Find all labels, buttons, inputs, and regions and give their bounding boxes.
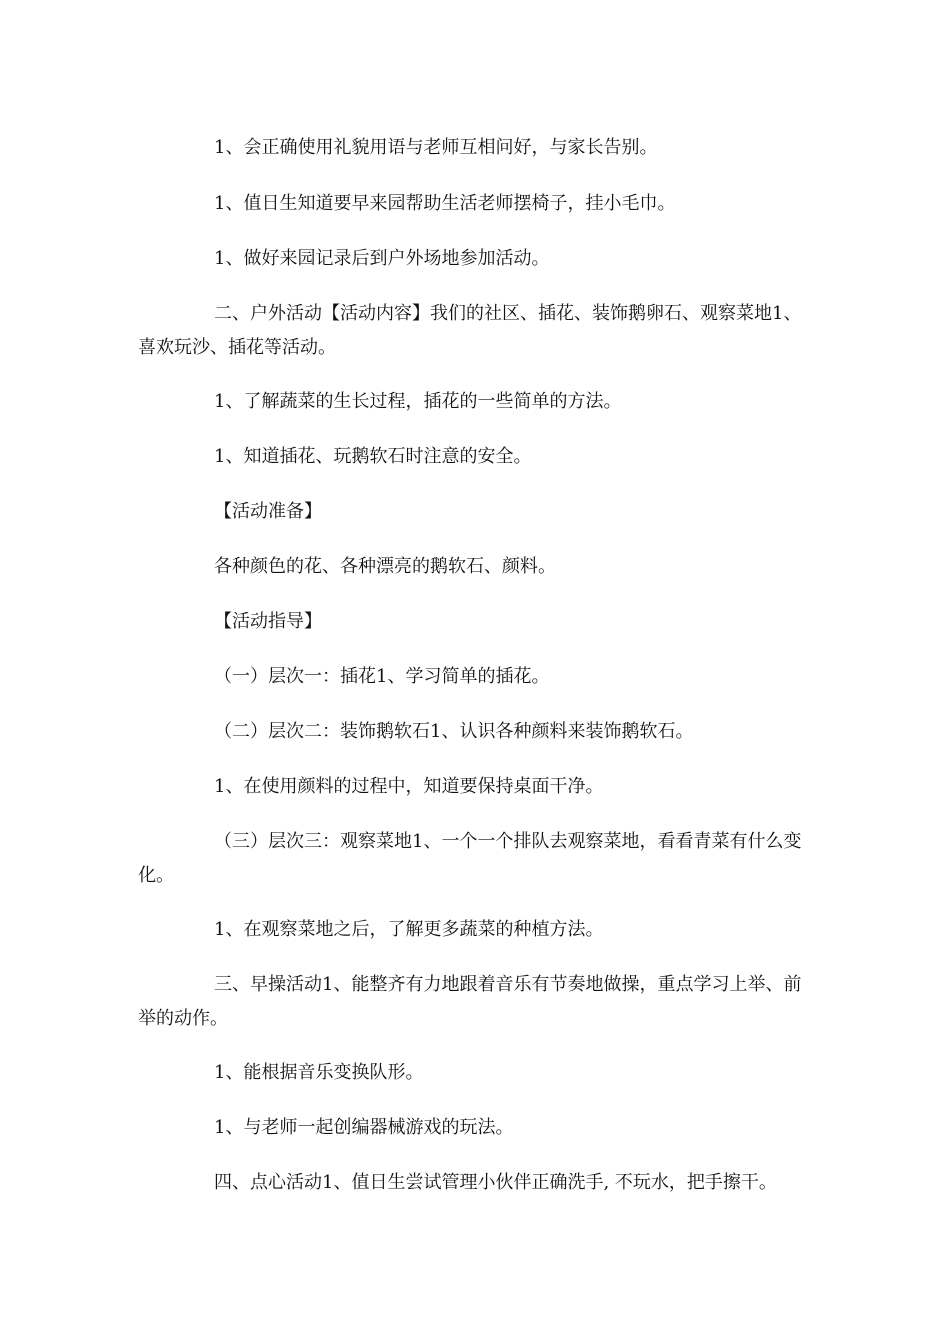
paragraph-3: 1、做好来园记录后到户外场地参加活动。	[214, 248, 550, 269]
paragraph-7: 各种颜色的花、各种漂亮的鹅软石、颜料。	[214, 556, 556, 577]
paragraph-1: 1、会正确使用礼貌用语与老师互相问好，与家长告别。	[214, 137, 658, 158]
paragraph-8: （一）层次一：插花1、学习简单的插花。	[214, 666, 550, 687]
paragraph-13: 三、早操活动1、能整齐有力地跟着音乐有节奏地做操，重点学习上举、前举的动作。	[138, 974, 802, 1029]
paragraph-16: 四、点心活动1、值日生尝试管理小伙伴正确洗手, 不玩水，把手擦干。	[214, 1172, 777, 1193]
section-heading-preparation: 【活动准备】	[214, 501, 322, 522]
section-heading-guidance: 【活动指导】	[214, 611, 322, 632]
paragraph-12: 1、在观察菜地之后，了解更多蔬菜的种植方法。	[214, 919, 604, 940]
paragraph-14: 1、能根据音乐变换队形。	[214, 1062, 424, 1083]
paragraph-4: 二、户外活动【活动内容】我们的社区、插花、装饰鹅卵石、观察菜地1、喜欢玩沙、插花等活动。	[138, 303, 802, 358]
paragraph-11: （三）层次三：观察菜地1、一个一个排队去观察菜地，看看青菜有什么变化。	[138, 831, 802, 886]
paragraph-5: 1、了解蔬菜的生长过程，插花的一些简单的方法。	[214, 391, 622, 412]
paragraph-9: （二）层次二：装饰鹅软石1、认识各种颜料来装饰鹅软石。	[214, 721, 694, 742]
paragraph-10: 1、在使用颜料的过程中，知道要保持桌面干净。	[214, 776, 604, 797]
paragraph-15: 1、与老师一起创编器械游戏的玩法。	[214, 1117, 514, 1138]
paragraph-2: 1、值日生知道要早来园帮助生活老师摆椅子，挂小毛巾。	[214, 193, 676, 214]
paragraph-6: 1、知道插花、玩鹅软石时注意的安全。	[214, 446, 532, 467]
